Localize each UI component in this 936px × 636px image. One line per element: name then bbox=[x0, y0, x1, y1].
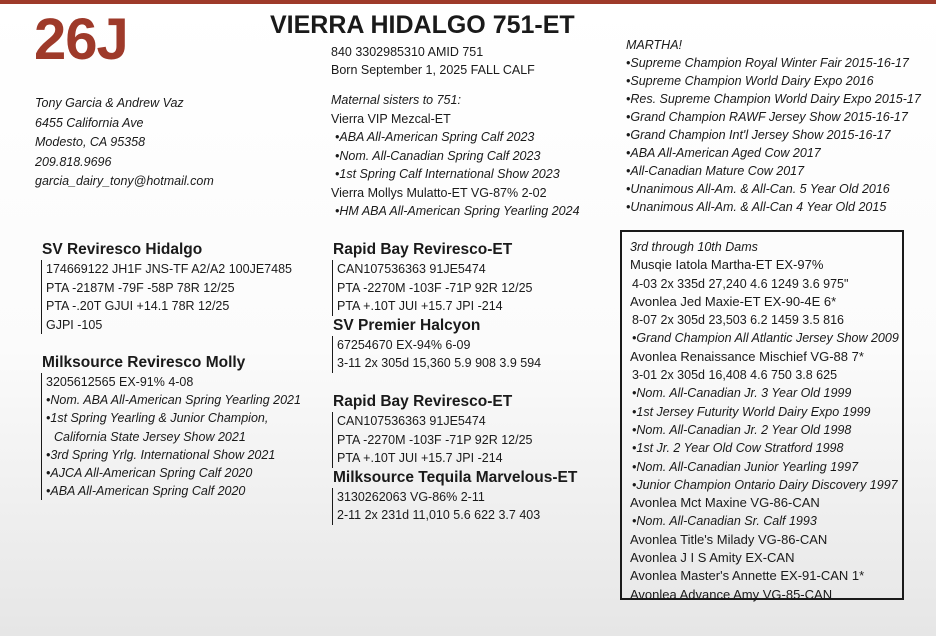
owner-city: Modesto, CA 95358 bbox=[35, 135, 146, 149]
owner-street: 6455 California Ave bbox=[35, 115, 144, 130]
ancestor-dam-record: 4-03 2x 335d 27,240 4.6 1249 3.6 975" bbox=[632, 276, 849, 291]
dam-dam-line: 3130262063 VG-86% 2-11 bbox=[337, 489, 485, 504]
ancestor-dam-name: Avonlea Mct Maxine VG-86-CAN bbox=[630, 495, 820, 511]
ancestor-dam-record: 3-01 2x 305d 16,408 4.6 750 3.8 625 bbox=[632, 368, 838, 383]
birth-date: Born September 1, 2025 FALL CALF bbox=[331, 63, 535, 77]
dam-award: •Nom. ABA All-American Spring Yearling 2021 bbox=[46, 393, 301, 408]
ancestor-dam-award: •Nom. All-Canadian Junior Yearling 1997 bbox=[632, 459, 859, 474]
owner-contact bbox=[35, 94, 214, 192]
ancestor-dam-award: •1st Jr. 2 Year Old Cow Stratford 1998 bbox=[632, 441, 844, 456]
top-rule bbox=[0, 0, 936, 4]
sister-1-award: •1st Spring Calf International Show 2023 bbox=[335, 167, 560, 181]
dam-award: •1st Spring Yearling & Junior Champion, bbox=[46, 411, 269, 426]
dam-block bbox=[42, 353, 301, 500]
sire-line: GJPI -105 bbox=[46, 317, 103, 332]
martha-heading: MARTHA! bbox=[626, 38, 683, 52]
ancestor-dam-name: Avonlea Jed Maxie-ET EX-90-4E 6* bbox=[630, 293, 837, 309]
owner-email[interactable]: garcia_dairy_tony@hotmail.com bbox=[35, 174, 214, 188]
sire-dam-line: 67254670 EX-94% 6-09 bbox=[337, 337, 471, 352]
dam-name: Milksource Reviresco Molly bbox=[42, 354, 246, 371]
sister-1-name: Vierra VIP Mezcal-ET bbox=[331, 111, 451, 126]
dam-dam-name: Milksource Tequila Marvelous-ET bbox=[333, 468, 578, 486]
sister-1-award: •ABA All-American Spring Calf 2023 bbox=[335, 130, 535, 144]
owner-phone: 209.818.9696 bbox=[35, 154, 112, 169]
martha-award: •Grand Champion RAWF Jersey Show 2015-16-17 bbox=[626, 110, 908, 124]
dam-sire-block bbox=[333, 392, 577, 525]
dam-sire-line: CAN107536363 91JE5474 bbox=[337, 414, 486, 428]
ancestor-dam-name: Avonlea J I S Amity EX-CAN bbox=[630, 550, 795, 566]
martha-award: •Unanimous All-Am. & All-Can 4 Year Old 2015 bbox=[626, 200, 887, 214]
martha-block bbox=[626, 36, 921, 216]
ancestor-dam-award: •Grand Champion All Atlantic Jersey Show 2009 bbox=[632, 331, 899, 346]
dam-line: 3205612565 EX-91% 4-08 bbox=[46, 375, 194, 389]
maternal-sisters bbox=[331, 91, 580, 221]
sire-line: PTA -.20T GJUI +14.1 78R 12/25 bbox=[46, 299, 230, 313]
dams-heading: 3rd through 10th Dams bbox=[630, 240, 758, 254]
sister-1-award: •Nom. All-Canadian Spring Calf 2023 bbox=[335, 148, 541, 163]
martha-award: •Grand Champion Int'l Jersey Show 2015-16-17 bbox=[626, 128, 891, 142]
martha-award: •All-Canadian Mature Cow 2017 bbox=[626, 164, 805, 178]
martha-award: •Unanimous All-Am. & All-Can. 5 Year Old 2016 bbox=[626, 182, 890, 196]
martha-award: •ABA All-American Aged Cow 2017 bbox=[626, 146, 821, 160]
dams-box bbox=[620, 230, 904, 600]
dams-list bbox=[630, 256, 902, 604]
ancestor-dam-award: •Nom. All-Canadian Sr. Calf 1993 bbox=[632, 514, 817, 529]
dam-sire-line: PTA +.10T JUI +15.7 JPI -214 bbox=[337, 451, 503, 465]
dam-award: •AJCA All-American Spring Calf 2020 bbox=[46, 466, 253, 481]
sire-line: PTA -2187M -79F -58P 78R 12/25 bbox=[46, 280, 235, 295]
dam-sire-name: Rapid Bay Reviresco-ET bbox=[333, 393, 513, 410]
martha-award: •Res. Supreme Champion World Dairy Expo 2015-17 bbox=[626, 92, 921, 106]
sire-sire-block bbox=[333, 240, 541, 373]
dam-dam-line: 2-11 2x 231d 11,010 5.6 622 3.7 403 bbox=[337, 508, 541, 522]
sire-line: 174669122 JH1F JNS-TF A2/A2 100JE7485 bbox=[46, 262, 292, 276]
maternal-heading: Maternal sisters to 751: bbox=[331, 93, 461, 107]
owner-names: Tony Garcia & Andrew Vaz bbox=[35, 96, 184, 110]
ancestor-dam-name: Musqie Iatola Martha-ET EX-97% bbox=[630, 257, 824, 273]
sire-name: SV Reviresco Hidalgo bbox=[42, 241, 203, 258]
sister-2-award: •HM ABA All-American Spring Yearling 2024 bbox=[335, 204, 580, 218]
ancestor-dam-name: Avonlea Title's Milady VG-86-CAN bbox=[630, 531, 828, 547]
sister-2-name: Vierra Mollys Mulatto-ET VG-87% 2-02 bbox=[331, 185, 547, 200]
dam-award: California State Jersey Show 2021 bbox=[54, 429, 246, 444]
registration-block bbox=[331, 43, 535, 79]
lot-number: 26J bbox=[34, 7, 128, 72]
sire-sire-line: PTA +.10T JUI +15.7 JPI -214 bbox=[337, 299, 503, 313]
ancestor-dam-award: •Nom. All-Canadian Jr. 2 Year Old 1998 bbox=[632, 422, 852, 437]
dam-sire-line: PTA -2270M -103F -71P 92R 12/25 bbox=[337, 432, 533, 447]
bull-name: VIERRA HIDALGO 751-ET bbox=[270, 11, 575, 39]
ancestor-dam-name: Avonlea Renaissance Mischief VG-88 7* bbox=[630, 348, 864, 364]
registration-number: 840 3302985310 AMID 751 bbox=[331, 45, 484, 59]
sire-sire-name: Rapid Bay Reviresco-ET bbox=[333, 241, 513, 258]
ancestor-dam-award: •Junior Champion Ontario Dairy Discovery 1997 bbox=[632, 477, 898, 492]
martha-award: •Supreme Champion Royal Winter Fair 2015-16-17 bbox=[626, 56, 909, 70]
dam-award: •ABA All-American Spring Calf 2020 bbox=[46, 484, 246, 499]
ancestor-dam-record: 8-07 2x 305d 23,503 6.2 1459 3.5 816 bbox=[632, 313, 844, 328]
sire-block bbox=[42, 240, 292, 334]
sire-sire-line: PTA -2270M -103F -71P 92R 12/25 bbox=[337, 280, 533, 295]
ancestor-dam-name: Avonlea Advance Amy VG-85-CAN bbox=[630, 586, 833, 602]
ancestor-dam-award: •1st Jersey Futurity World Dairy Expo 1999 bbox=[632, 404, 871, 419]
dam-award: •3rd Spring Yrlg. International Show 2021 bbox=[46, 447, 276, 462]
martha-award: •Supreme Champion World Dairy Expo 2016 bbox=[626, 74, 874, 88]
ancestor-dam-name: Avonlea Master's Annette EX-91-CAN 1* bbox=[630, 568, 865, 584]
ancestor-dam-award: •Nom. All-Canadian Jr. 3 Year Old 1999 bbox=[632, 386, 852, 401]
sire-dam-name: SV Premier Halcyon bbox=[333, 316, 481, 334]
sire-dam-line: 3-11 2x 305d 15,360 5.9 908 3.9 594 bbox=[337, 356, 542, 370]
sire-sire-line: CAN107536363 91JE5474 bbox=[337, 262, 486, 276]
